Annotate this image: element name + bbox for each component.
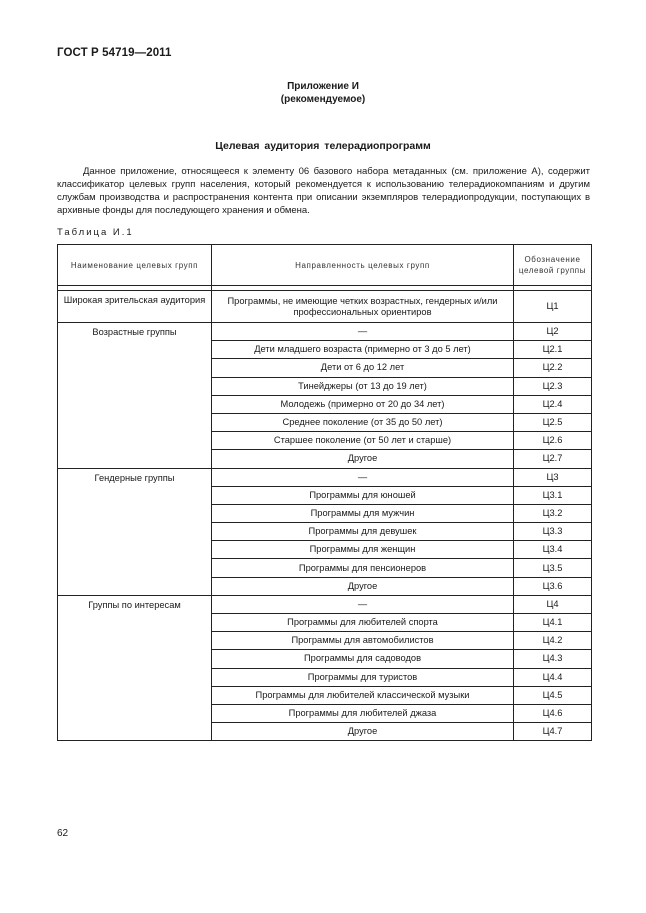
code-cell: Ц2 [514, 323, 592, 341]
direction-cell: — [212, 468, 514, 486]
direction-cell: Другое [212, 723, 514, 741]
direction-cell: Другое [212, 450, 514, 468]
code-cell: Ц4.7 [514, 723, 592, 741]
direction-cell: Программы для садоводов [212, 650, 514, 668]
direction-cell: Программы для юношей [212, 486, 514, 504]
table-row [58, 595, 592, 613]
code-cell: Ц3.2 [514, 504, 592, 522]
group-name-cell: Возрастные группы [58, 323, 212, 469]
code-cell: Ц4.1 [514, 614, 592, 632]
direction-cell: Программы для любителей спорта [212, 614, 514, 632]
code-cell: Ц4 [514, 595, 592, 613]
direction-cell: Программы для любителей классической музыки [212, 686, 514, 704]
table-header-row [58, 245, 592, 286]
direction-cell: Программы для любителей джаза [212, 704, 514, 722]
direction-cell: Старшее поколение (от 50 лет и старше) [212, 432, 514, 450]
table-row [58, 468, 592, 486]
intro-paragraph: Данное приложение, относящееся к элементу 06 базового набора метаданных (см. приложение А), содержит классификатор целевых групп населения, который рекомендуется к использованию телерадиокомпаниям и другим службам производства и распространения контента при описании экземпляров телерадиопродукции, поступающих в архивные фонды для последующего хранения и обмена. [57, 166, 590, 216]
direction-cell: Программы для девушек [212, 523, 514, 541]
annex-status: (рекомендуемое) [280, 94, 366, 105]
code-cell: Ц3.5 [514, 559, 592, 577]
group-name-cell: Группы по интересам [58, 595, 212, 741]
standard-code: ГОСТ Р 54719—2011 [57, 47, 172, 59]
table-caption: Таблица И.1 [57, 227, 134, 238]
direction-cell: Молодежь (примерно от 20 до 34 лет) [212, 395, 514, 413]
direction-cell: Дети младшего возраста (примерно от 3 до 5 лет) [212, 341, 514, 359]
annex-heading [0, 80, 646, 106]
direction-cell: Другое [212, 577, 514, 595]
code-cell: Ц2.1 [514, 341, 592, 359]
code-cell: Ц1 [514, 291, 592, 323]
code-cell: Ц4.6 [514, 704, 592, 722]
direction-cell: — [212, 595, 514, 613]
group-name-cell: Широкая зрительская аудитория [58, 291, 212, 323]
page-title: Целевая аудитория телерадиопрограмм [215, 140, 431, 152]
page-number: 62 [57, 828, 69, 839]
direction-cell: Дети от 6 до 12 лет [212, 359, 514, 377]
annex-title: Приложение И [287, 81, 359, 92]
code-cell: Ц3.4 [514, 541, 592, 559]
code-cell: Ц4.5 [514, 686, 592, 704]
direction-cell: — [212, 323, 514, 341]
direction-cell: Программы для пенсионеров [212, 559, 514, 577]
code-cell: Ц2.5 [514, 413, 592, 431]
code-cell: Ц2.4 [514, 395, 592, 413]
table-body [58, 291, 592, 741]
code-cell: Ц3.1 [514, 486, 592, 504]
direction-cell: Программы для автомобилистов [212, 632, 514, 650]
direction-cell: Программы для мужчин [212, 504, 514, 522]
group-name-cell: Гендерные группы [58, 468, 212, 595]
code-cell: Ц3.3 [514, 523, 592, 541]
code-cell: Ц2.2 [514, 359, 592, 377]
code-cell: Ц4.4 [514, 668, 592, 686]
code-cell: Ц2.6 [514, 432, 592, 450]
header-direction: Направленность целевых групп [212, 245, 514, 286]
code-cell: Ц4.2 [514, 632, 592, 650]
direction-cell: Среднее поколение (от 35 до 50 лет) [212, 413, 514, 431]
direction-cell: Тинейджеры (от 13 до 19 лет) [212, 377, 514, 395]
target-group-table [57, 244, 592, 741]
code-cell: Ц2.3 [514, 377, 592, 395]
table-row [58, 291, 592, 323]
code-cell: Ц4.3 [514, 650, 592, 668]
table-row [58, 323, 592, 341]
code-cell: Ц2.7 [514, 450, 592, 468]
direction-cell: Программы, не имеющие четких возрастных, гендерных и/или профессиональных ориентиров [212, 291, 514, 323]
code-cell: Ц3 [514, 468, 592, 486]
code-cell: Ц3.6 [514, 577, 592, 595]
direction-cell: Программы для женщин [212, 541, 514, 559]
header-group-name: Наименование целевых групп [58, 245, 212, 286]
header-code: Обозначение целевой группы [514, 245, 592, 286]
direction-cell: Программы для туристов [212, 668, 514, 686]
